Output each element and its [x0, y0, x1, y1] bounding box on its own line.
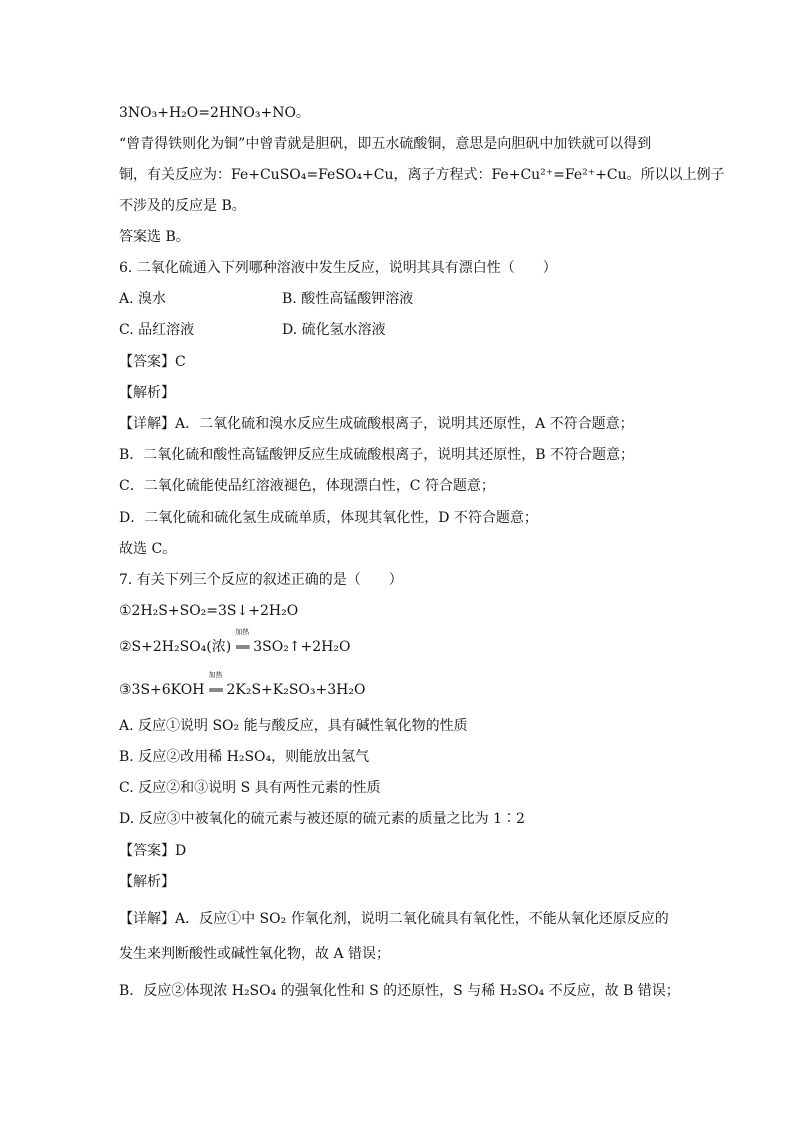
equals-sign: ══	[235, 640, 249, 654]
text-line: 3NO₃+H₂O=2HNO₃+NO。	[119, 105, 310, 121]
reaction-2	[119, 628, 351, 657]
option-a: A. 溴水	[119, 291, 167, 307]
reaction-2-reactants: ②S+2H₂SO₄(浓)	[119, 639, 232, 655]
text-line: “曾青得铁则化为铜”中曾青就是胆矾，即五水硫酸铜，意思是向胆矾中加铁就可以得到	[119, 136, 652, 152]
option-d: D. 反应③中被氧化的硫元素与被还原的硫元素的质量之比为 1∶2	[119, 811, 525, 827]
reaction-1: ①2H₂S+SO₂=3S↓+2H₂O	[119, 603, 299, 619]
explanation-line: 发生来判断酸性或碱性氧化物，故 A 错误；	[119, 946, 391, 962]
analysis-label: 【解析】	[119, 874, 175, 890]
answer-label: 【答案】C	[119, 354, 186, 370]
equals-sign: ══	[209, 683, 222, 697]
reaction-condition	[205, 671, 225, 700]
option-c: C. 反应②和③说明 S 具有两性元素的性质	[119, 780, 381, 796]
reaction-condition	[232, 628, 252, 657]
option-b: B. 反应②改用稀 H₂SO₄，则能放出氢气	[119, 749, 370, 765]
reaction-3-products: 2K₂S+K₂SO₃+3H₂O	[226, 682, 366, 698]
condition-label: 加热	[208, 671, 223, 679]
reaction-2-products: 3SO₂↑+2H₂O	[253, 639, 351, 655]
text-line: 不涉及的反应是 B。	[119, 198, 246, 214]
answer-label: 【答案】D	[119, 843, 187, 859]
analysis-label: 【解析】	[119, 385, 175, 401]
explanation-line: C．二氧化硫能使品红溶液褪色，体现漂白性，C 符合题意；	[119, 478, 495, 494]
explanation-line: B．二氧化硫和酸性高锰酸钾反应生成硫酸根离子，说明其还原性，B 不符合题意；	[119, 447, 635, 463]
reaction-3-reactants: ③3S+6KOH	[119, 682, 205, 698]
option-b: B. 酸性高锰酸钾溶液	[282, 291, 414, 307]
explanation-line: B．反应②体现浓 H₂SO₄ 的强氧化性和 S 的还原性，S 与稀 H₂SO₄ 不反应，故 B 错误；	[119, 983, 680, 999]
explanation-line: 【详解】A．反应①中 SO₂ 作氧化剂，说明二氧化硫具有氧化性，不能从氧化还原反应的	[119, 911, 669, 927]
text-line: 铜，有关反应为：Fe+CuSO₄=FeSO₄+Cu，离子方程式：Fe+Cu²⁺=Fe²⁺+Cu。所以以上例子	[119, 167, 725, 183]
reaction-3	[119, 671, 366, 700]
option-a: A. 反应①说明 SO₂ 能与酸反应，具有碱性氧化物的性质	[119, 718, 468, 734]
question-7-stem: 7. 有关下列三个反应的叙述正确的是（ ）	[119, 572, 403, 588]
option-c: C. 品红溶液	[119, 322, 195, 338]
condition-label: 加热	[235, 628, 250, 636]
conclusion-line: 故选 C。	[119, 541, 177, 557]
explanation-line: 【详解】A．二氧化硫和溴水反应生成硫酸根离子，说明其还原性，A 不符合题意；	[119, 416, 634, 432]
question-6-stem: 6. 二氧化硫通入下列哪种溶液中发生反应，说明其具有漂白性（ ）	[119, 260, 557, 276]
option-d: D. 硫化氢水溶液	[282, 322, 386, 338]
explanation-line: D．二氧化硫和硫化氢生成硫单质，体现其氧化性，D 不符合题意；	[119, 510, 538, 526]
text-line: 答案选 B。	[119, 229, 190, 245]
